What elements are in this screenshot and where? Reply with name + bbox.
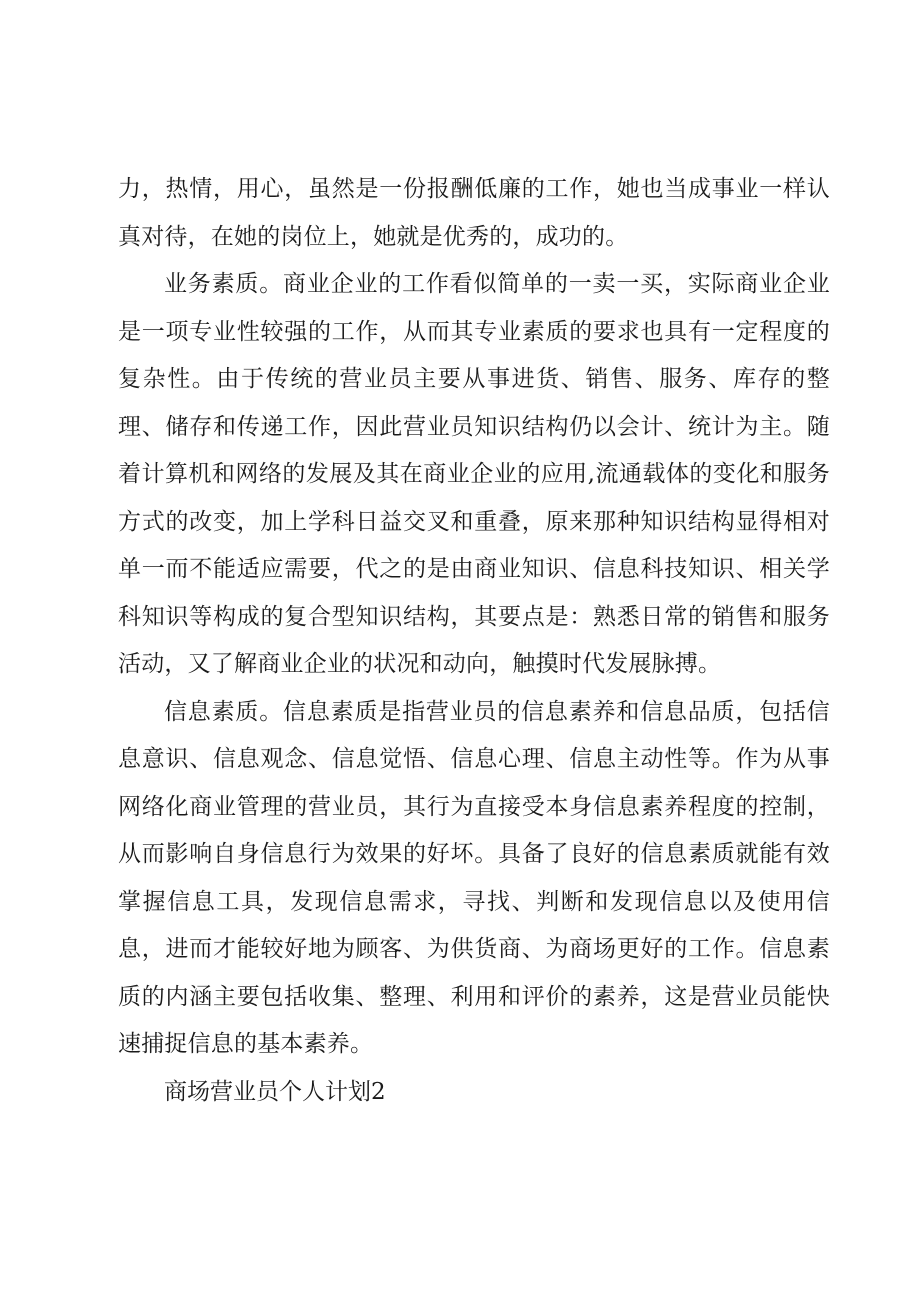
document-page bbox=[118, 166, 830, 1116]
paragraph-continuation: 力，热情，用心，虽然是一份报酬低廉的工作，她也当成事业一样认真对待，在她的岗位上，她就是优秀的，成功的。 bbox=[118, 176, 830, 250]
section-heading: 商场营业员个人计划2 bbox=[164, 1078, 386, 1105]
paragraph-information-quality: 信息素质。信息素质是指营业员的信息素养和信息品质，包括信息意识、信息观念、信息觉悟、信息心理、信息主动性等。作为从事网络化商业管理的营业员，其行为直接受本身信息素养程度的控制，从而影响自身信息行为效果的好坏。具备了良好的信息素质就能有效掌握信息工具，发现信息需求，寻找、判断和发现信息以及使用信息，进而才能较好地为顾客、为供货商、为商场更好的工作。信息素质的内涵主要包括收集、整理、利用和评价的素养，这是营业员能快速捕捉信息的基本素养。 bbox=[118, 698, 830, 1057]
paragraph-business-quality: 业务素质。商业企业的工作看似简单的一卖一买，实际商业企业是一项专业性较强的工作，从而其专业素质的要求也具有一定程度的复杂性。由于传统的营业员主要从事进货、销售、服务、库存的整理、储存和传递工作，因此营业员知识结构仍以会计、统计为主。随着计算机和网络的发展及其在商业企业的应用,流通载体的变化和服务方式的改变，加上学科日益交叉和重叠，原来那种知识结构显得相对单一而不能适应需要，代之的是由商业知识、信息科技知识、相关学科知识等构成的复合型知识结构，其要点是：熟悉日常的销售和服务活动，又了解商业企业的状况和动向，触摸时代发展脉搏。 bbox=[118, 271, 830, 677]
